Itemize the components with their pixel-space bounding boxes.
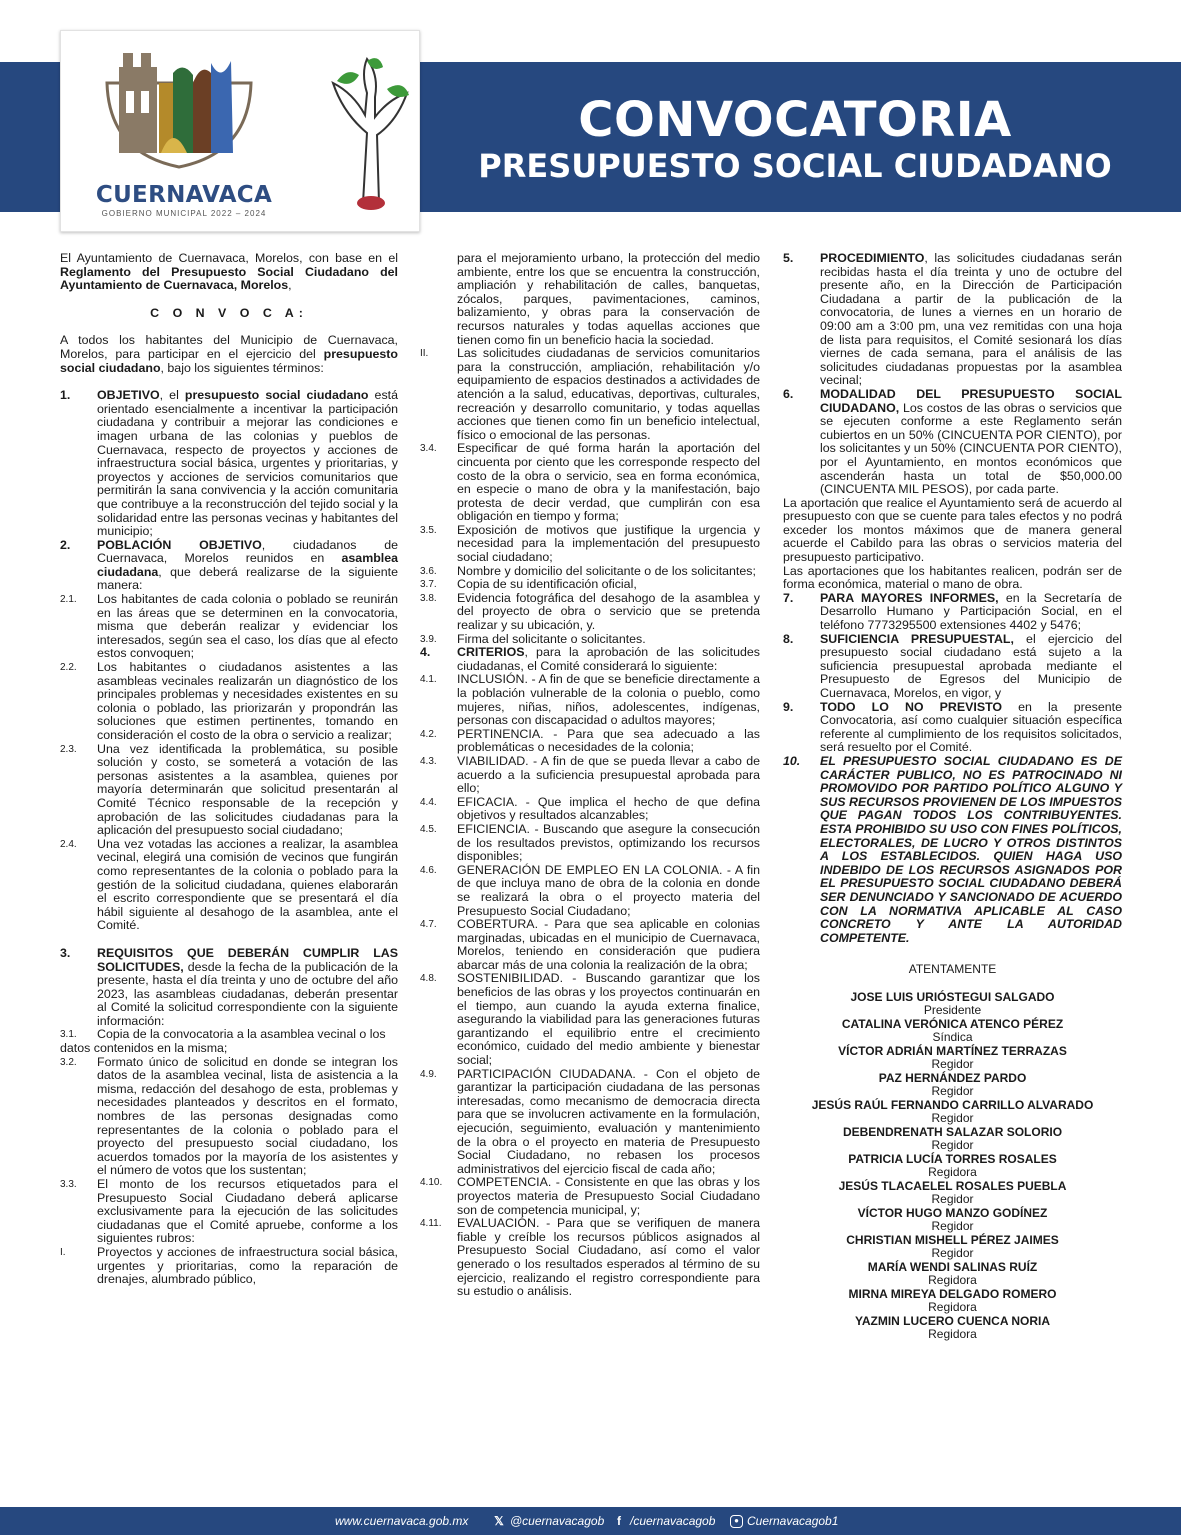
title-main: CONVOCATORIA bbox=[578, 92, 1012, 148]
signer-name: PATRICIA LUCÍA TORRES ROSALES bbox=[848, 1151, 1057, 1166]
aportacion-paragraph: La aportación que realice el Ayuntamiento será de acuerdo al presupuesto con que se cuente para tales efectos y no podrá exceder los montos máximos que de manera general acuerde el Cabildo para las obras o servicios materia del presupuesto participativo. bbox=[783, 495, 1122, 565]
subsection-4-3: 4.3. VIABILIDAD. - A fin de que se pueda llevar a cabo de acuerdo a la suficiencia presupuestal aprobada para ello; bbox=[420, 753, 760, 796]
title-sub: PRESUPUESTO SOCIAL CIUDADANO bbox=[478, 147, 1112, 185]
section-4: 4. CRITERIOS, para la aprobación de las solicitudes ciudadanas, el Comité considerará lo siguiente: bbox=[420, 645, 760, 673]
subsection-3-9: 3.9. Firma del solicitante o solicitantes. bbox=[420, 631, 646, 646]
subsection-2-1: 2.1. Los habitantes de cada colonia o poblado se reunirán en las áreas que se determinen en la convocatoria, misma que deberán realizar y evidenciar los interesados, según sea el caso, los días que al efecto estos convoquen; bbox=[60, 592, 398, 661]
rubro-1: I. Proyectos y acciones de infraestructura social básica, urgentes y prioritarias, como la reparación de drenajes, alumbrado público, bbox=[60, 1244, 398, 1287]
signer-name: MIRNA MIREYA DELGADO ROMERO bbox=[848, 1286, 1057, 1301]
signer-name: JESÚS RAÚL FERNANDO CARRILLO ALVARADO bbox=[811, 1097, 1094, 1112]
section-9: 9. TODO LO NO PREVISTO en la presente Convocatoria, así como cualquier situación específica referente al cumplimiento de los requisitos solicitados, será resuelto por el Comité. bbox=[783, 699, 1122, 755]
subsection-2-4: 2.4. Una vez votadas las acciones a realizar, la asamblea vecinal, elegirá una comisión de vecinos que fungirán como representantes de la colonia o poblado para la gestión de la solicitud ciudadana, quienes elaborarán el escrito correspondiente que se presentará el día hábil siguiente al desahogo de la asamblea, ante el Comité. bbox=[60, 836, 398, 933]
signer-role: Regidor bbox=[931, 1057, 974, 1072]
subsection-3-8: 3.8. Evidencia fotográfica del desahogo de la asamblea y del proyecto de obra o servicio que se pretenda realizar y su ubicación, y. bbox=[420, 590, 760, 633]
subsection-3-3: 3.3. El monto de los recursos etiquetados para el Presupuesto Social Ciudadano deberá aplicarse exclusivamente para la ejecución de las solicitudes ciudadanas que el Comité apruebe, conforme a los siguientes rubros: bbox=[60, 1177, 398, 1246]
atentamente-label: ATENTAMENTE bbox=[908, 962, 997, 977]
subsection-3-4: 3.4. Especificar de qué forma harán la aportación del cincuenta por ciento que les corresponde respecto del costo de la obra o servicio, sea en forma económica, en especie o mano de obra y la manifestación, bajo protesta de decir verdad, que cumplirán con esa obligación en tiempo y forma; bbox=[420, 441, 760, 524]
signer-role: Regidor bbox=[931, 1192, 974, 1207]
column-3 bbox=[783, 252, 1122, 1342]
section-6: 6. MODALIDAD DEL PRESUPUESTO SOCIAL CIUDADANO, Los costos de las obras o servicios que se ejecuten conforme a este Reglamento serán cubiertos en un 50% (CINCUENTA POR CIENTO), por los solicitantes y un 50% (CINCUENTA POR CIENTO), por el Ayuntamiento, en montos económicos que ascenderán hasta un total de $50,000.00 (CINCUENTA MIL PESOS), por cada parte. bbox=[783, 386, 1122, 497]
tree-glyph-icon bbox=[323, 53, 413, 213]
subsection-3-6: 3.6. Nombre y domicilio del solicitante o de los solicitantes; bbox=[420, 563, 756, 578]
signer-name: CHRISTIAN MISHELL PÉREZ JAIMES bbox=[846, 1232, 1059, 1247]
logo-subtitle: GOBIERNO MUNICIPAL 2022 – 2024 bbox=[101, 209, 267, 218]
signer-name: YAZMIN LUCERO CUENCA NORIA bbox=[854, 1313, 1051, 1328]
municipal-logo bbox=[60, 30, 420, 232]
section-7: 7. PARA MAYORES INFORMES, en la Secretaría de Desarrollo Humano y Participación Social, en el teléfono 7773295500 extensiones 4402 y 5476; bbox=[783, 590, 1122, 633]
signer-role: Síndica bbox=[932, 1030, 973, 1045]
section-8: 8. SUFICIENCIA PRESUPUESTAL, el ejercicio del presupuesto social ciudadano está sujeto a la suficiencia presupuestal aprobada mediante el Presupuesto de Egresos del Municipio de Cuernavaca, Morelos, en vigor, y bbox=[783, 631, 1122, 700]
signer-role: Regidora bbox=[928, 1165, 977, 1180]
signer-role: Regidor bbox=[931, 1084, 974, 1099]
x-logo-icon: 𝕏 bbox=[494, 1514, 504, 1528]
convoca-heading: C O N V O C A: bbox=[150, 305, 308, 320]
signer-role: Regidor bbox=[931, 1138, 974, 1153]
subsection-4-6: 4.6. GENERACIÓN DE EMPLEO EN LA COLONIA. - A fin de que incluya mano de obra de la colonia en donde se realizará la obra o el proyecto materia del Presupuesto Social Ciudadano; bbox=[420, 862, 760, 918]
subsection-2-3: 2.3. Una vez identificada la problemática, su posible solución y costo, se someterá a votación de las personas asistentes a la asamblea, quienes por mayoría determinarán que solicitud presentarán al Comité Técnico responsable de la recepción y aprobación de las solicitudes ciudadanas para la aplicación del presupuesto social ciudadano; bbox=[60, 741, 398, 838]
subsection-3-5: 3.5. Exposición de motivos que justifique la urgencia y necesidad para la implementación del presupuesto social ciudadano; bbox=[420, 522, 760, 565]
facebook-icon: f bbox=[617, 1514, 621, 1528]
signer-name: MARÍA WENDI SALINAS RUÍZ bbox=[867, 1259, 1038, 1274]
section-1: 1. OBJETIVO, el presupuesto social ciudadano está orientado esencialmente a incentivar la participación ciudadana y contribuir a mejorar las condiciones e imagen urbana de las colonias y pueblos de Cuernavaca, respecto de proyectos y acciones de infraestructura social básica, urgentes y prioritarias, y proyectos y acciones de servicios comunitarios que permitirán la sana convivencia y la acción comunitaria que contribuye a la reconstrucción del tejido social y la solidaridad entre las personas vecinas y habitantes del municipio; bbox=[60, 388, 398, 539]
subsection-3-1: 3.1. Copia de la convocatoria a la asamblea vecinal o los bbox=[60, 1027, 386, 1042]
page-title bbox=[430, 94, 1160, 186]
subsection-4-10: 4.10. COMPETENCIA. - Consistente en que las obras y los proyectos materia de Presupuesto Social Ciudadano son de competencia municipal, y; bbox=[420, 1175, 760, 1217]
subsection-4-11: 4.11. EVALUACIÓN. - Para que se verifiquen de manera fiable y creíble los recursos públicos asignados al Presupuesto Social Ciudadano, así como el valor generado o los resultados esperados al término de su ejercicio, realizando el registro correspondiente para su estudio o análisis. bbox=[420, 1216, 760, 1299]
footer-instagram[interactable]: ● Cuernavacagob1 bbox=[730, 1514, 838, 1528]
subsection-4-4: 4.4. EFICACIA. - Que implica el hecho de que defina objetivos y resultados alcanzables; bbox=[420, 794, 760, 823]
column-2 bbox=[420, 252, 760, 1299]
logo-wordmark: CUERNAVACA bbox=[95, 182, 273, 208]
section-3: 3. REQUISITOS QUE DEBERÁN CUMPLIR LAS SOLICITUDES, desde la fecha de la publicación de la presente, hasta el día treinta y uno de octubre del año 2023, las asambleas ciudadanas, deberán presentar al Comité la solicitud correspondiente con la siguiente información: bbox=[60, 945, 398, 1028]
intro-paragraph: El Ayuntamiento de Cuernavaca, Morelos, con base en el Reglamento del Presupuesto Social Ciudadano del Ayuntamiento de Cuernavaca, Morelos, bbox=[60, 251, 398, 293]
subsection-3-2: 3.2. Formato único de solicitud en donde se integran los datos de la asamblea vecinal, lista de asistencia a la misma, redacción del desahogo de esta, problemas y necesidades planteados y descritos en el formato, nombres de las personas designadas como representantes de la colonia o poblado para el proyecto del presupuesto social ciudadano, los acuerdos tomados por la mayoría de los asistentes y el número de votos que los sustentan; bbox=[60, 1054, 398, 1178]
signer-role: Regidora bbox=[928, 1327, 977, 1342]
rubro-1-continued: para el mejoramiento urbano, la protección del medio ambiente, entre los que se encuentra la construcción, ampliación y rehabilitación de calles, banquetas, zócalos, parques, pavimentaciones, caminos, balizamiento, y obras para la conservación de recursos naturales y todas aquellas acciones que tienen como fin un beneficio hacia la sociedad. bbox=[457, 251, 760, 347]
signers-list bbox=[783, 991, 1122, 1342]
signer-role: Regidor bbox=[931, 1111, 974, 1126]
footer-x[interactable]: 𝕏 @cuernavacagob bbox=[492, 1514, 604, 1528]
column-1 bbox=[60, 252, 398, 1287]
cuernavaca-crest-icon bbox=[61, 43, 301, 173]
aportaciones-paragraph: Las aportaciones que los habitantes realicen, podrán ser de forma económica, material o mano de obra. bbox=[783, 563, 1122, 592]
signer-name: JOSE LUIS URIÓSTEGUI SALGADO bbox=[850, 989, 1055, 1004]
signer-role: Regidor bbox=[931, 1219, 974, 1234]
signer-role: Regidor bbox=[931, 1246, 974, 1261]
signature-block bbox=[783, 963, 1122, 1342]
rubro-2: II. Las solicitudes ciudadanas de servicios comunitarios para la construcción, ampliación, rehabilitación y/o equipamiento de espacios destinados a actividades de atención a la salud, educativas, deportivas, culturales, recreación y desarrollo comunitario, y todas aquellas acciones que tienen como fin un beneficio intelectual, físico o emocional de las personas. bbox=[420, 346, 760, 442]
subsection-3-1-continued: datos contenidos en la misma; bbox=[60, 1041, 228, 1056]
instagram-icon: ● bbox=[730, 1515, 743, 1528]
signer-name: VÍCTOR HUGO MANZO GODÍNEZ bbox=[857, 1205, 1048, 1220]
subsection-2-2: 2.2. Los habitantes o ciudadanos asistentes a las asambleas vecinales realizarán un diagnóstico de los principales problemas y necesidades existentes en su colonia o poblado, las priorizarán y propondrán las soluciones que estimen pertinentes, tomando en consideración el costo de la obra o servicio a realizar; bbox=[60, 660, 398, 742]
signer-role: Presidente bbox=[923, 1003, 982, 1018]
section-2: 2. POBLACIÓN OBJETIVO, ciudadanos de Cuernavaca, Morelos reunidos en asamblea ciudadana, que deberá realizarse de la siguiente manera: bbox=[60, 537, 398, 593]
subsection-4-9: 4.9. PARTICIPACIÓN CIUDADANA. - Con el objeto de garantizar la participación ciudadana de las personas interesadas, como mecanismo de democracia directa para que se involucren activamente en la formulación, ejecución, seguimiento, evaluación y mantenimiento de la obra o el proyecto en materia de Presupuesto Social Ciudadano, no rebasen los procesos administrativos del ejercicio fiscal de cada año; bbox=[420, 1066, 760, 1176]
footer-bar bbox=[0, 1507, 1181, 1535]
section-10: 10. EL PRESUPUESTO SOCIAL CIUDADANO ES DE CARÁCTER PUBLICO, NO ES PATROCINADO NI PROMOVIDO POR PARTIDO POLÍTICO ALGUNO Y SUS RECURSOS PROVIENEN DE LOS IMPUESTOS QUE PAGAN TODOS LOS CONTRIBUYENTES. ESTA PROHIBIDO SU USO CON FINES POLÍTICOS, ELECTORALES, DE LUCRO Y OTROS DISTINTOS A LOS ESTABLECIDOS. QUIEN HAGA USO INDEBIDO DE LOS RECURSOS ASIGNADOS POR EL PRESUPUESTO SOCIAL CIUDADANO DEBERÁ SER DENUNCIADO Y SANCIONADO DE ACUERDO CON LA NORMATIVA APLICABLE AL CASO CONCRETO Y ANTE LA AUTORIDAD COMPETENTE. bbox=[783, 753, 1122, 945]
signer-name: JESÚS TLACAELEL ROSALES PUEBLA bbox=[838, 1178, 1067, 1193]
section-5: 5. PROCEDIMIENTO, las solicitudes ciudadanas serán recibidas hasta el día treinta y uno de octubre del presente año, en la Dirección de Participación Ciudadana a partir de la publicación de la convocatoria, de lunes a viernes en un horario de 09:00 am a 3:00 pm, una vez remitidas con una hoja de lista para requisitos, el Comité sesionará los días viernes de cada semana, para el análisis de las solicitudes ciudadanas propuestas por la asamblea vecinal; bbox=[783, 251, 1122, 388]
signer-name: VÍCTOR ADRIÁN MARTÍNEZ TERRAZAS bbox=[838, 1043, 1067, 1058]
signer-name: PAZ HERNÁNDEZ PARDO bbox=[878, 1070, 1027, 1085]
subsection-4-7: 4.7. COBERTURA. - Para que sea aplicable en colonias marginadas, ubicadas en el municipio de Cuernavaca, Morelos, teniendo en consideración que pudiera abarcar más de una colonia la realización de la obra; bbox=[420, 917, 760, 972]
todos-paragraph: A todos los habitantes del Municipio de Cuernavaca, Morelos, para participar en el ejercicio del presupuesto social ciudadano, bajo los siguientes términos: bbox=[60, 333, 398, 375]
footer-website[interactable]: www.cuernavaca.gob.mx bbox=[335, 1514, 469, 1528]
subsection-4-8: 4.8. SOSTENIBILIDAD. - Buscando garantizar que los beneficios de las obras y los proyectos continuarán en el tiempo, aun cuando la ayuda externa finalice, asegurando la viabilidad para las generaciones futuras garantizando el equilibrio entre el crecimiento económico, cuidado del medio ambiente y bienestar social; bbox=[420, 971, 760, 1068]
subsection-4-2: 4.2. PERTINENCIA. - Para que sea adecuado a las problemáticas o necesidades de la colonia; bbox=[420, 726, 760, 755]
subsection-4-1: 4.1. INCLUSIÓN. - A fin de que se beneficie directamente a la población vulnerable de la colonia o pueblo, como mujeres, niñas, niños, adolescentes, indígenas, personas con discapacidad o adultos mayores; bbox=[420, 672, 760, 728]
signer-name: CATALINA VERÓNICA ATENCO PÉREZ bbox=[841, 1016, 1064, 1031]
signer-role: Regidora bbox=[928, 1300, 977, 1315]
subsection-3-7: 3.7. Copia de su identificación oficial, bbox=[420, 577, 637, 592]
signer-name: DEBENDRENATH SALAZAR SOLORIO bbox=[842, 1124, 1063, 1139]
signer-role: Regidora bbox=[928, 1273, 977, 1288]
footer-facebook[interactable]: f /cuernavacagob bbox=[612, 1514, 715, 1528]
subsection-4-5: 4.5. EFICIENCIA. - Buscando que asegure la consecución de los resultados previstos, optimizando los recursos disponibles; bbox=[420, 821, 760, 864]
